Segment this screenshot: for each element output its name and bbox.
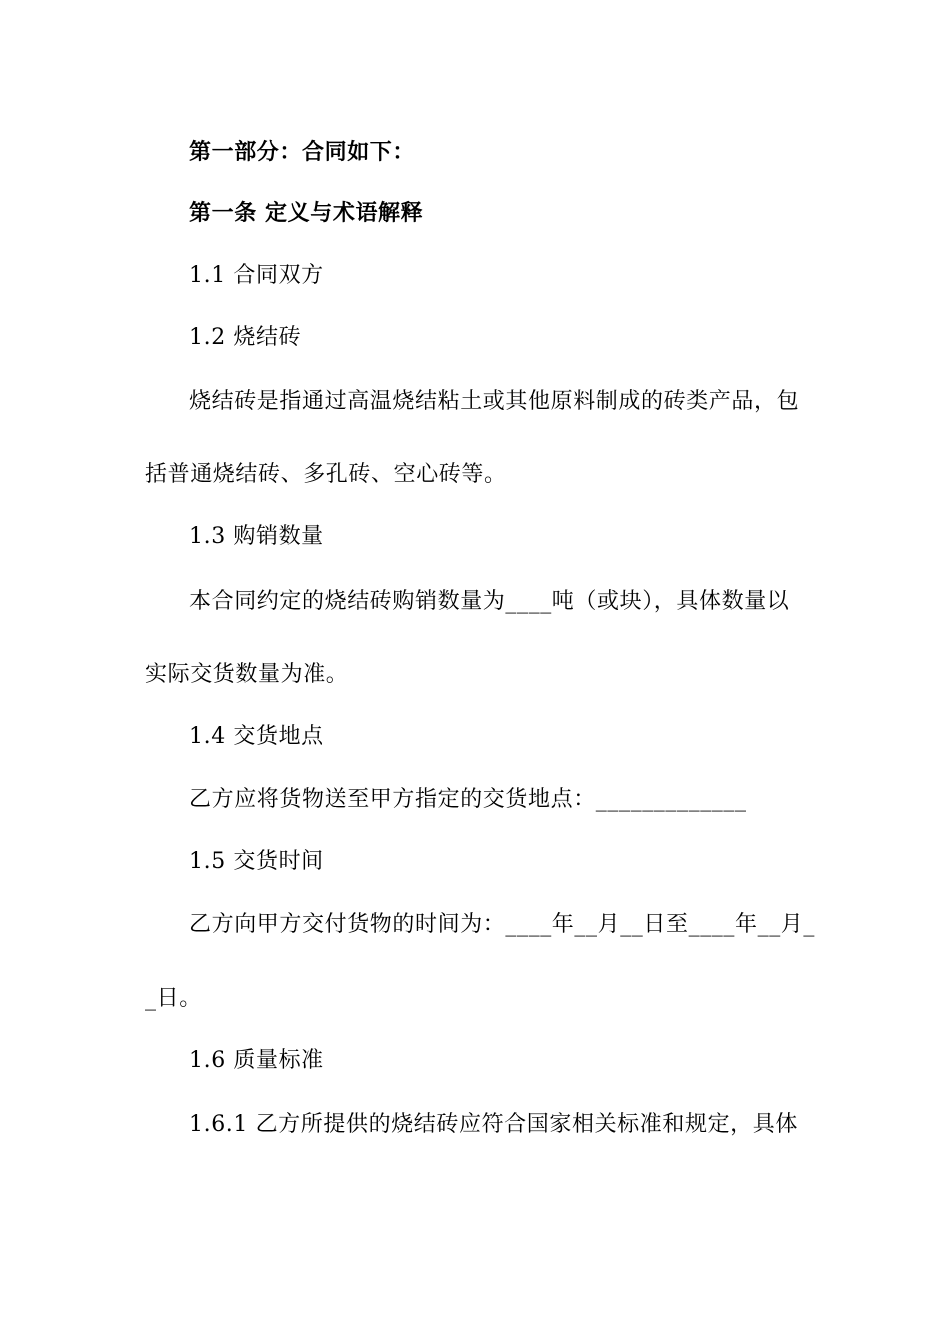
clause-1-2-body-line-1: 烧结砖是指通过高温烧结粘土或其他原料制成的砖类产品，包 <box>189 389 800 414</box>
clause-1-3-body-line-1: 本合同约定的烧结砖购销数量为____吨（或块），具体数量以 <box>189 589 790 614</box>
clause-1-4-body: 乙方应将货物送至甲方指定的交货地点：_____________ <box>189 787 747 812</box>
clause-1-5-body-line-2: _日。 <box>145 986 202 1011</box>
part-heading: 第一部分：合同如下： <box>189 140 416 165</box>
clause-1-6-heading: 1.6 质量标准 <box>189 1048 324 1073</box>
clause-1-3-body-line-2: 实际交货数量为准。 <box>145 662 349 687</box>
clause-1-4-heading: 1.4 交货地点 <box>189 724 324 749</box>
clause-1-6-1-body: 1.6.1 乙方所提供的烧结砖应符合国家相关标准和规定，具体 <box>189 1112 798 1137</box>
clause-1-5-heading: 1.5 交货时间 <box>189 849 324 874</box>
clause-1-5-body-line-1: 乙方向甲方交付货物的时间为：____年__月__日至____年__月_ <box>189 912 816 937</box>
article-heading: 第一条 定义与术语解释 <box>189 201 424 226</box>
clause-1-1-heading: 1.1 合同双方 <box>189 263 324 288</box>
clause-1-2-body-line-2: 括普通烧结砖、多孔砖、空心砖等。 <box>145 462 507 487</box>
clause-1-3-heading: 1.3 购销数量 <box>189 524 324 549</box>
clause-1-2-heading: 1.2 烧结砖 <box>189 325 302 350</box>
